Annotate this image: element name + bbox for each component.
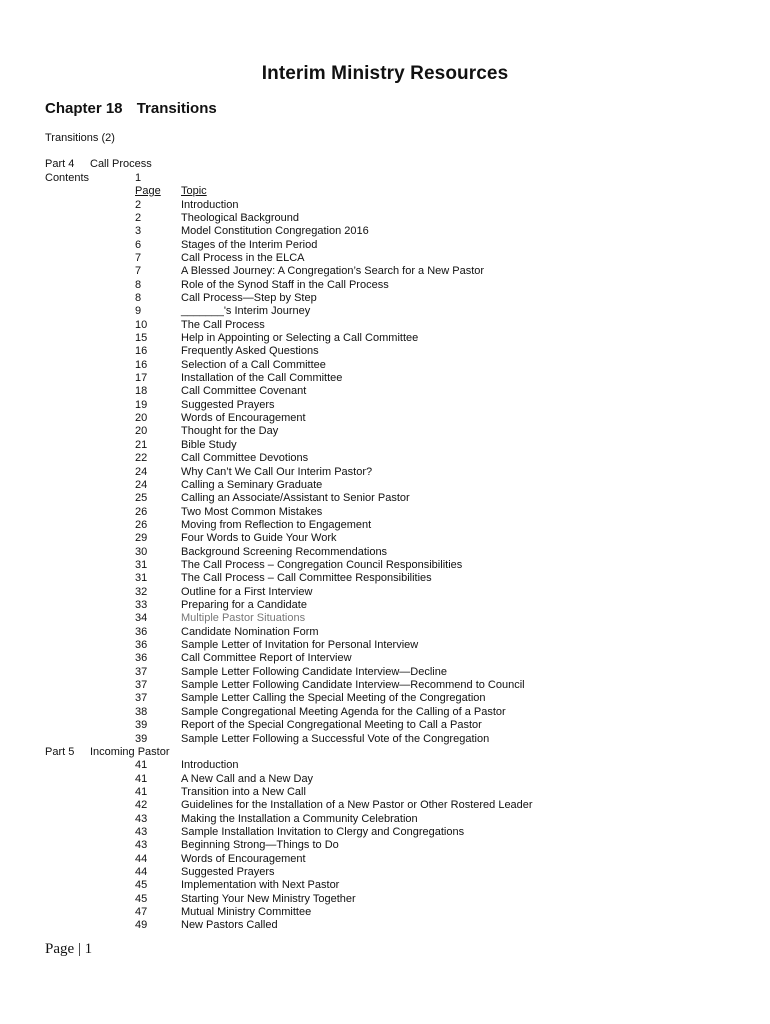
toc-row [0,626,770,639]
toc-page-number: 3 [135,225,142,238]
toc-topic: The Call Process [181,318,265,331]
toc-row [0,239,770,252]
toc-row [0,559,770,572]
toc-row [0,773,770,786]
toc-topic: Stages of the Interim Period [181,238,318,251]
toc-row [0,546,770,559]
toc-topic: _______'s Interim Journey [181,305,311,318]
toc-topic: Call Process in the ELCA [181,251,305,264]
toc-page-number: 49 [135,919,148,932]
toc-page-number: 31 [135,572,148,585]
toc-topic: Starting Your New Ministry Together [181,892,356,905]
toc-topic: The Call Process – Congregation Council Responsibilities [181,558,463,571]
toc-page-number: 38 [135,705,148,718]
toc-row [0,519,770,532]
toc-page-number: 39 [135,719,148,732]
toc-page-number: 25 [135,492,148,505]
toc-topic: Sample Letter Following a Successful Vote of the Congregation [181,732,490,745]
toc-page-number: 16 [135,345,148,358]
toc-row [0,826,770,839]
toc-topic: Multiple Pastor Situations [181,612,306,625]
toc-topic: Selection of a Call Committee [181,358,326,371]
section-subtitle: Transitions (2) [45,132,115,144]
toc-topic: Background Screening Recommendations [181,545,388,558]
toc-page-number: 19 [135,398,148,411]
toc-page-number: 21 [135,438,148,451]
toc-page-number: 2 [135,198,142,211]
toc-topic: Suggested Prayers [181,398,275,411]
toc-row [0,652,770,665]
toc-row [0,719,770,732]
toc-topic: Implementation with Next Pastor [181,879,340,892]
toc-row [0,532,770,545]
toc-page-number: 36 [135,639,148,652]
toc-row [0,506,770,519]
toc-row [0,893,770,906]
toc-topic: Candidate Nomination Form [181,625,319,638]
toc-page-number: 17 [135,372,148,385]
toc-page-number: 41 [135,759,148,772]
toc-page-number: 37 [135,679,148,692]
toc-row [0,279,770,292]
toc-topic: Report of the Special Congregational Meeting to Call a Pastor [181,719,482,732]
toc-row [0,319,770,332]
toc-topic: Call Committee Covenant [181,385,307,398]
toc-row [0,412,770,425]
toc-topic: Why Can’t We Call Our Interim Pastor? [181,465,373,478]
toc-topic: Words of Encouragement [181,412,306,425]
toc-row [0,599,770,612]
toc-page-number: 7 [135,251,142,264]
toc-topic: Beginning Strong—Things to Do [181,839,339,852]
toc-row [0,639,770,652]
toc-page-number: 7 [135,265,142,278]
toc-topic: Guidelines for the Installation of a New Pastor or Other Rostered Leader [181,799,533,812]
toc-topic: Transition into a New Call [181,785,306,798]
toc-page-number: 24 [135,465,148,478]
toc-page-number: 22 [135,452,148,465]
toc-page-number: 36 [135,625,148,638]
toc-topic: Sample Letter Calling the Special Meeting of the Congregation [181,692,486,705]
toc-row [0,225,770,238]
toc-row [0,692,770,705]
toc-page-number: 43 [135,839,148,852]
toc-row [0,706,770,719]
toc-page-number: 8 [135,278,142,291]
toc-row [0,679,770,692]
toc-topic: Preparing for a Candidate [181,599,307,611]
toc-topic: Calling a Seminary Graduate [181,478,323,491]
toc-topic: Call Process—Step by Step [181,291,317,304]
toc-page-number: 43 [135,812,148,825]
toc-page-number: 15 [135,332,148,344]
contents-label: Contents [45,172,90,184]
toc-page-number: 36 [135,652,148,665]
toc-page-number: 20 [135,425,148,438]
toc-topic: Outline for a First Interview [181,585,313,598]
toc-page-number: 10 [135,318,148,331]
toc-page-number: 41 [135,772,148,785]
toc-page-number: 45 [135,892,148,905]
toc-row [0,853,770,866]
toc-topic: Sample Congregational Meeting Agenda for the Calling of a Pastor [181,705,506,718]
toc-page-number: 26 [135,518,148,531]
toc-topic: Introduction [181,198,239,211]
toc-row [0,733,770,746]
toc-row [0,345,770,358]
toc-page-number: 43 [135,825,148,838]
toc-topic: Sample Letter Following Candidate Interview—Recommend to Council [181,679,525,692]
toc-page-number: 34 [135,612,148,625]
toc-row [0,252,770,265]
toc-topic: Installation of the Call Committee [181,372,343,385]
toc-page-number: 16 [135,358,148,371]
toc-row [0,612,770,625]
toc-row [0,199,770,212]
toc-row [0,572,770,585]
toc-topic: Calling an Associate/Assistant to Senior Pastor [181,492,410,505]
part5-name: Incoming Pastor [90,745,170,758]
toc-row [0,799,770,812]
toc-page-number: 33 [135,599,148,611]
toc-page-number: 31 [135,558,148,571]
toc-row [0,359,770,372]
contents-value: 1 [135,172,142,184]
toc-topic: Role of the Synod Staff in the Call Process [181,278,389,291]
chapter-name: Transitions [136,100,217,117]
toc-page-number: 26 [135,505,148,518]
toc-row [0,492,770,505]
toc-topic: Mutual Ministry Committee [181,906,312,919]
toc-row [0,452,770,465]
toc-header-topic: Topic [181,185,207,197]
toc-page-number: 32 [135,585,148,598]
toc-topic: Theological Background [181,211,300,224]
toc-row [0,439,770,452]
toc-row [0,399,770,412]
toc-page-number: 18 [135,385,148,398]
toc-topic: Sample Letter Following Candidate Interview—Decline [181,665,447,678]
toc-row [0,813,770,826]
toc-row [0,879,770,892]
toc-topic: Model Constitution Congregation 2016 [181,225,369,238]
part4-label: Part 4 [45,158,75,170]
toc-row [0,839,770,852]
toc-topic: Bible Study [181,438,237,451]
toc-row [0,212,770,225]
toc-row [0,292,770,305]
toc-page-number: 44 [135,866,148,878]
document-title: Interim Ministry Resources [261,63,509,84]
toc-page-number: 41 [135,785,148,798]
toc-topic: Suggested Prayers [181,866,275,878]
toc-topic: Introduction [181,759,239,772]
toc-row [0,759,770,772]
toc-page-number: 20 [135,412,148,425]
chapter-heading [45,100,217,117]
part4-name: Call Process [90,158,152,170]
toc-topic: Words of Encouragement [181,852,306,865]
toc-topic: The Call Process – Call Committee Responsibilities [181,572,432,585]
toc-page-number: 29 [135,532,148,545]
toc-header-page: Page [135,185,161,197]
page-footer: Page | 1 [45,941,93,957]
toc-page-number: 44 [135,852,148,865]
chapter-number: Chapter 18 [45,100,123,117]
toc-row [0,305,770,318]
toc-row [0,919,770,932]
toc-topic: Moving from Reflection to Engagement [181,518,372,531]
toc-row [0,479,770,492]
toc-row [0,586,770,599]
toc-page-number: 37 [135,665,148,678]
toc-page-number: 42 [135,799,148,812]
toc-row [0,425,770,438]
toc-row [0,666,770,679]
toc-topic: Four Words to Guide Your Work [181,532,337,545]
toc-page-number: 37 [135,692,148,705]
toc-topic: New Pastors Called [181,919,278,932]
toc-row [0,786,770,799]
toc-page-number: 8 [135,291,142,304]
toc-topic: Sample Installation Invitation to Clergy and Congregations [181,825,465,838]
toc-topic: Thought for the Day [181,425,279,438]
toc-topic: Help in Appointing or Selecting a Call Committee [181,332,419,344]
toc-row [0,906,770,919]
toc-header-row [0,185,770,198]
part5-label: Part 5 [45,745,75,758]
toc-topic: Making the Installation a Community Celebration [181,812,418,825]
toc-topic: Two Most Common Mistakes [181,505,323,518]
toc-page-number: 9 [135,305,142,318]
toc-topic: Call Committee Report of Interview [181,652,352,665]
toc-row [0,466,770,479]
toc-page-number: 39 [135,732,148,745]
toc-row [0,265,770,278]
toc-page-number: 2 [135,211,142,224]
toc-page-number: 6 [135,238,142,251]
toc-topic: A Blessed Journey: A Congregation’s Search for a New Pastor [181,265,485,278]
toc-page-number: 24 [135,478,148,491]
toc-page-number: 45 [135,879,148,892]
toc-topic: Frequently Asked Questions [181,345,319,358]
toc-topic: Call Committee Devotions [181,452,309,465]
toc-row [0,866,770,879]
toc-page-number: 30 [135,545,148,558]
toc-row [0,372,770,385]
toc-row [0,385,770,398]
toc-row [0,332,770,345]
toc-page-number: 47 [135,906,148,919]
toc-topic: A New Call and a New Day [181,772,314,785]
toc-topic: Sample Letter of Invitation for Personal Interview [181,639,419,652]
